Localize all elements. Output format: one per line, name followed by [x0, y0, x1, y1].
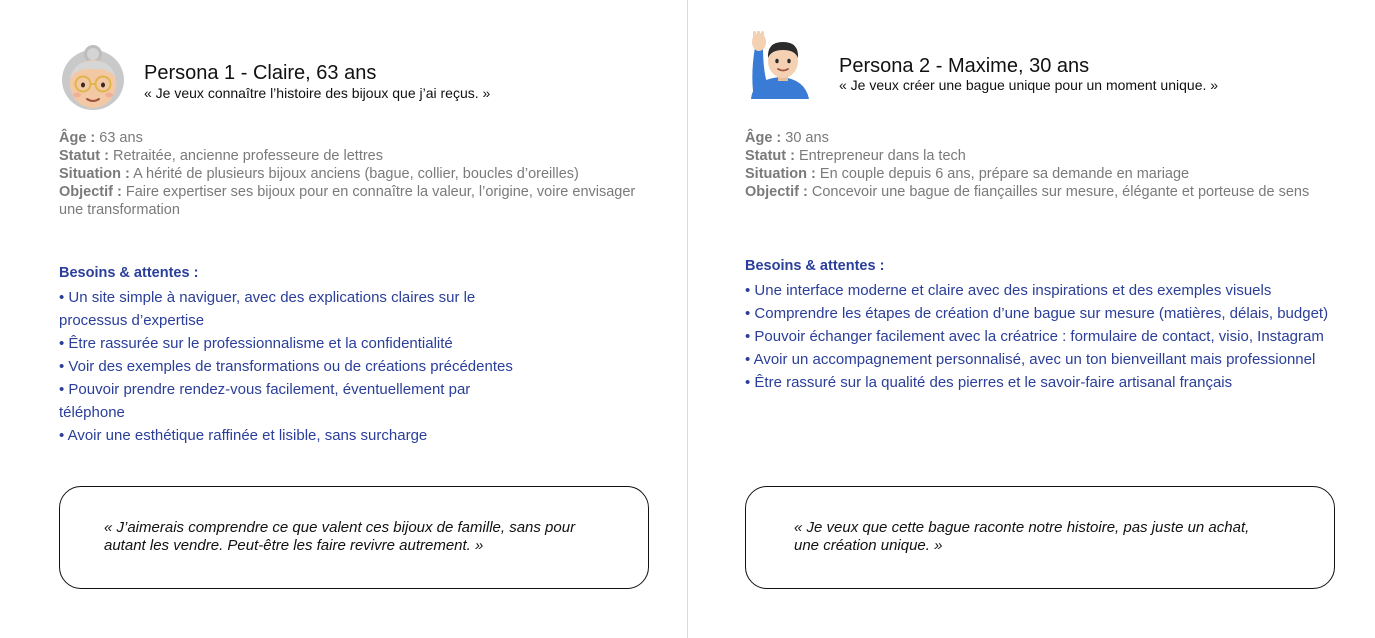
list-item: • Pouvoir prendre rendez-vous facilement, éventuellement par téléphone: [59, 381, 471, 421]
detail-statut: Statut : Entrepreneur dans la tech: [745, 148, 966, 164]
list-item: • Avoir une esthétique raffinée et lisible, sans surcharge: [59, 427, 428, 444]
persona-callout: [745, 486, 1335, 589]
man-raising-hand-emoji-icon: [747, 31, 815, 99]
list-item: • Comprendre les étapes de création d’une bague sur mesure (matières, délais, budget): [745, 305, 1329, 322]
needs-list: [59, 286, 529, 447]
list-item: • Un site simple à naviguer, avec des explications claires sur le processus d’expertise: [59, 289, 476, 329]
detail-age: Âge : 63 ans: [59, 130, 143, 146]
persona-card-claire: [59, 0, 651, 638]
center-divider: [687, 0, 688, 638]
needs-title: Besoins & attentes :: [745, 258, 885, 274]
persona-callout: [59, 486, 649, 589]
needs-title: Besoins & attentes :: [59, 265, 199, 281]
list-item: • Voir des exemples de transformations ou de créations précédentes: [59, 358, 513, 375]
detail-statut: Statut : Retraitée, ancienne professeure de lettres: [59, 148, 383, 164]
callout-quote: « Je veux que cette bague raconte notre histoire, pas juste un achat, une création unique. »: [794, 519, 1250, 554]
detail-age: Âge : 30 ans: [745, 130, 829, 146]
detail-objectif: Objectif : Faire expertiser ses bijoux pour en connaître la valeur, l’origine, voire envisager une transformation: [59, 184, 636, 218]
persona-title: Persona 2 - Maxime, 30 ans: [839, 55, 1090, 77]
persona-title: Persona 1 - Claire, 63 ans: [144, 62, 377, 84]
list-item: • Être rassuré sur la qualité des pierres et le savoir-faire artisanal français: [745, 374, 1233, 391]
persona-quote: « Je veux connaître l’histoire des bijoux que j’ai reçus. »: [144, 85, 491, 101]
detail-situation: Situation : A hérité de plusieurs bijoux anciens (bague, collier, boucles d’oreilles): [59, 166, 579, 182]
list-item: • Être rassurée sur le professionnalisme et la confidentialité: [59, 335, 453, 352]
needs-section: [745, 257, 1345, 394]
list-item: • Une interface moderne et claire avec des inspirations et des exemples visuels: [745, 282, 1272, 299]
persona-quote: « Je veux créer une bague unique pour un moment unique. »: [839, 77, 1219, 93]
list-item: • Pouvoir échanger facilement avec la créatrice : formulaire de contact, visio, Instagram: [745, 328, 1324, 345]
needs-list: [745, 279, 1345, 394]
persona-details: [745, 129, 1337, 201]
needs-section: [59, 264, 529, 447]
persona-details: [59, 129, 654, 219]
list-item: • Avoir un accompagnement personnalisé, avec un ton bienveillant mais professionnel: [745, 351, 1316, 368]
callout-quote: « J’aimerais comprendre ce que valent ces bijoux de famille, sans pour autant les vendre. Peut-être les faire revivre autrement. »: [104, 519, 576, 554]
persona-card-maxime: [745, 0, 1345, 638]
detail-objectif: Objectif : Concevoir une bague de fiançailles sur mesure, élégante et porteuse de sens: [745, 184, 1310, 200]
grandmother-emoji-icon: [59, 44, 127, 112]
detail-situation: Situation : En couple depuis 6 ans, prépare sa demande en mariage: [745, 166, 1190, 182]
